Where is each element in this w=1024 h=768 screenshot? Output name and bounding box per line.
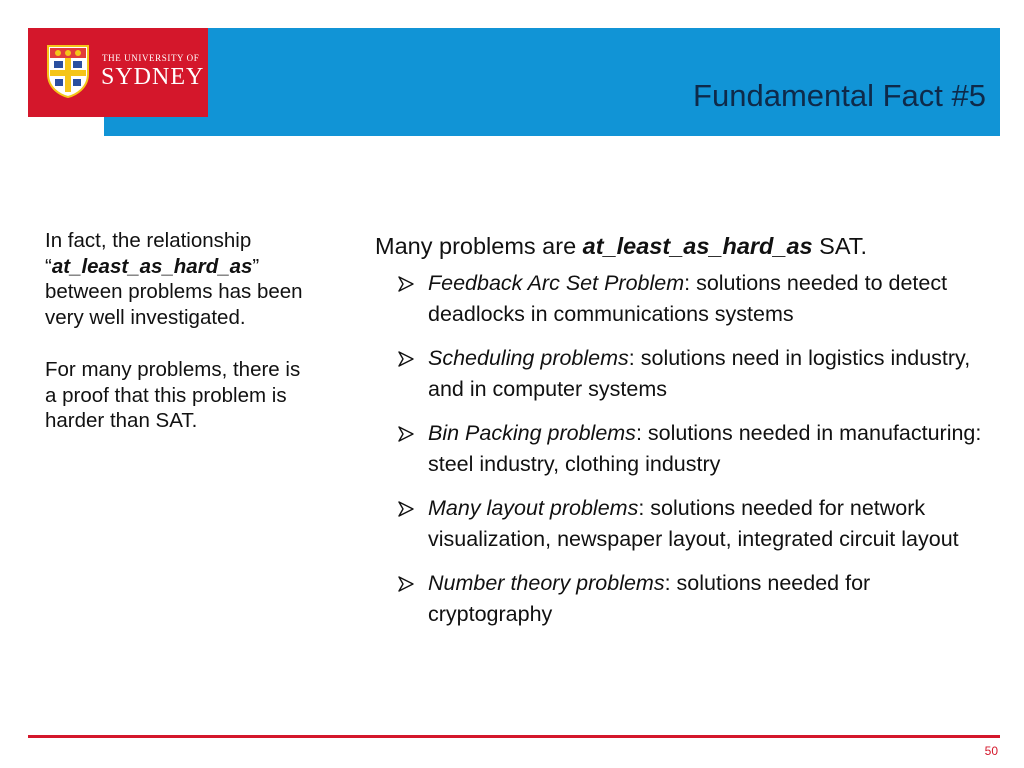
arrow-bullet-icon (397, 425, 415, 443)
list-item: Number theory problems: solutions needed for cryptography (375, 568, 987, 630)
problem-list (375, 268, 987, 630)
lead-sentence: Many problems are at_least_as_hard_as SAT. (375, 233, 868, 259)
list-item: Many layout problems: solutions needed for network visualization, newspaper layout, integrated circuit layout (375, 493, 987, 555)
arrow-bullet-icon (397, 275, 415, 293)
emphasis: at_least_as_hard_as (51, 254, 253, 278)
list-item: Bin Packing problems: solutions needed in manufacturing: steel industry, clothing industry (375, 418, 987, 480)
title-bar (104, 28, 1000, 136)
arrow-bullet-icon (397, 350, 415, 368)
list-item: Scheduling problems: solutions need in logistics industry, and in computer systems (375, 343, 987, 405)
crest-icon (46, 44, 90, 98)
arrow-bullet-icon (397, 500, 415, 518)
slide-title: Fundamental Fact #5 (693, 78, 986, 113)
list-item: Feedback Arc Set Problem: solutions needed to detect deadlocks in communications systems (375, 268, 987, 330)
right-column (375, 230, 987, 643)
page-number: 50 (984, 744, 998, 758)
footer-divider (28, 735, 1000, 738)
arrow-bullet-icon (397, 575, 415, 593)
logo-small-text: THE UNIVERSITY OF (102, 53, 200, 63)
left-paragraph-2: For many problems, there is a proof that this problem is harder than SAT. (45, 358, 301, 432)
emphasis: at_least_as_hard_as (582, 233, 813, 259)
left-paragraph-1: In fact, the relationship “at_least_as_hard_as” between problems has been very well investigated. (45, 229, 303, 329)
left-column (45, 228, 307, 461)
university-logo (28, 28, 208, 117)
logo-big-text: SYDNEY (101, 64, 205, 90)
